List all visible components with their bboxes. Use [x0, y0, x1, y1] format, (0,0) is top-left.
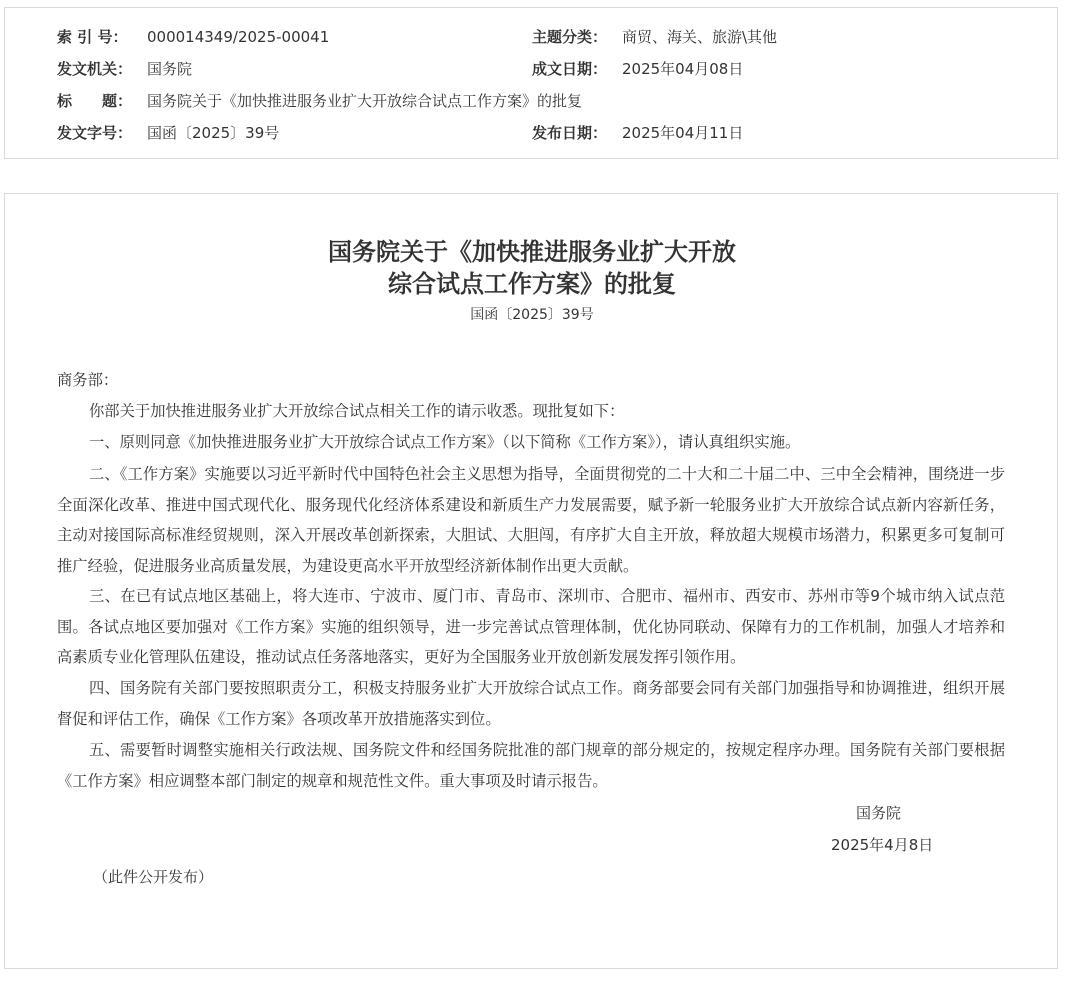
- document-paragraph-2: 二、《工作方案》实施要以习近平新时代中国特色社会主义思想为指导，全面贯彻党的二十大和二十届二中、三中全会精神，围绕进一步全面深化改革、推进中国式现代化、服务现代化经济体系建设和新质生产力发展需要，赋予新一轮服务业扩大开放综合试点新内容新任务，主动对接国际高标准经贸规则，深入开展改革创新探索，大胆试、大胆闯，有序扩大自主开放，释放超大规模市场潜力，积累更多可复制可推广经验，促进服务业高质量发展，为建设更高水平开放型经济新体制作出更大贡献。: [57, 465, 1005, 575]
- document-paragraph-intro: 你部关于加快推进服务业扩大开放综合试点相关工作的请示收悉。现批复如下：: [89, 402, 625, 420]
- document-paragraph-4: 四、国务院有关部门要按照职责分工，积极支持服务业扩大开放综合试点工作。商务部要会同有关部门加强指导和协调推进，组织开展督促和评估工作，确保《工作方案》各项改革开放措施落实到位。: [57, 679, 1005, 728]
- document-number: 国函〔2025〕39号: [470, 307, 594, 323]
- document-publication-note: （此件公开发布）: [93, 868, 214, 886]
- meta-issuer-row: [57, 57, 192, 81]
- document-paragraph-3: 三、在已有试点地区基础上，将大连市、宁波市、厦门市、青岛市、深圳市、合肥市、福州市、西安市、苏州市等9个城市纳入试点范围。各试点地区要加强对《工作方案》实施的组织领导，进一步完善试点管理体制，优化协同联动、保障有力的工作机制，加强人才培养和高素质专业化管理队伍建设，推动试点任务落地落实，更好为全国服务业开放创新发展发挥引领作用。: [57, 587, 1005, 666]
- meta-issuer-label: 发文机关：: [57, 60, 133, 78]
- meta-docno-value: 国函〔2025〕39号: [147, 124, 280, 142]
- meta-issuer-value: 国务院: [147, 60, 193, 78]
- document-paragraph-1: 一、原则同意《加快推进服务业扩大开放综合试点工作方案》（以下简称《工作方案》），请认真组织实施。: [89, 433, 801, 451]
- meta-title-row: [57, 89, 582, 113]
- meta-docno-row: [57, 121, 279, 145]
- meta-title-label: 标 题：: [57, 92, 133, 110]
- meta-category-row: [532, 25, 777, 49]
- document-metadata-panel: [4, 7, 1058, 159]
- meta-written-date-value: 2025年04月08日: [622, 60, 744, 78]
- meta-published-date-label: 发布日期：: [532, 124, 608, 142]
- meta-published-date-row: [532, 121, 743, 145]
- document-date: 2025年4月8日: [831, 836, 934, 854]
- document-signature: 国务院: [856, 804, 902, 822]
- meta-docno-label: 发文字号：: [57, 124, 133, 142]
- document-title-line-1: 国务院关于《加快推进服务业扩大开放: [328, 237, 736, 266]
- document-title-line-2: 综合试点工作方案》的批复: [388, 269, 676, 298]
- meta-index-value: 000014349/2025-00041: [147, 28, 330, 46]
- meta-index-row: [57, 25, 329, 49]
- meta-written-date-label: 成文日期：: [532, 60, 608, 78]
- document-salutation: 商务部：: [57, 371, 119, 389]
- meta-published-date-value: 2025年04月11日: [622, 124, 744, 142]
- meta-category-value: 商贸、海关、旅游\其他: [622, 28, 778, 46]
- document-body-panel: [4, 193, 1058, 969]
- meta-written-date-row: [532, 57, 743, 81]
- document-paragraph-5: 五、需要暂时调整实施相关行政法规、国务院文件和经国务院批准的部门规章的部分规定的，按规定程序办理。国务院有关部门要根据《工作方案》相应调整本部门制定的规章和规范性文件。重大事项及时请示报告。: [57, 741, 1005, 790]
- meta-index-label: 索 引 号：: [57, 28, 128, 46]
- meta-title-value: 国务院关于《加快推进服务业扩大开放综合试点工作方案》的批复: [147, 92, 583, 110]
- meta-category-label: 主题分类：: [532, 28, 608, 46]
